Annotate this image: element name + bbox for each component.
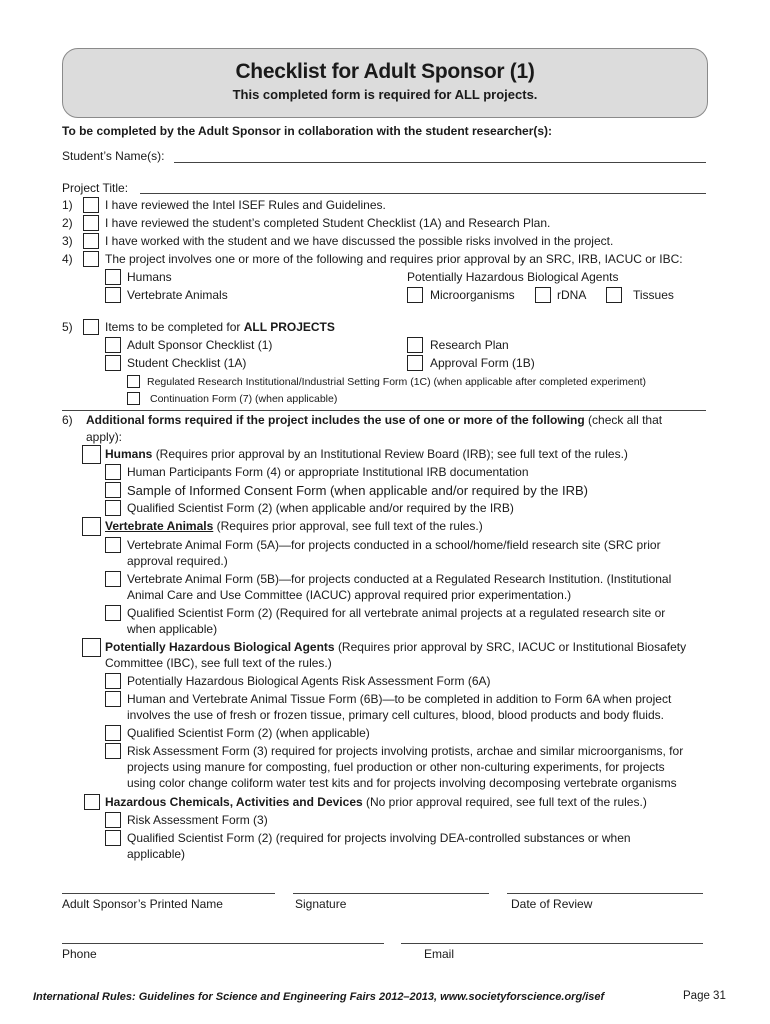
chem-forms-checkbox[interactable] <box>84 794 100 810</box>
adult-sponsor-checklist-label: Adult Sponsor Checklist (1) <box>127 338 273 352</box>
student-checklist-label: Student Checklist (1A) <box>127 356 247 370</box>
chem-qs-line2: applicable) <box>127 847 186 861</box>
item-3-number: 3) <box>62 234 73 248</box>
microorganisms-label: Microorganisms <box>430 288 515 302</box>
printed-name-field[interactable] <box>62 893 275 894</box>
item-5-checkbox[interactable] <box>83 319 99 335</box>
item-3-text: I have worked with the student and we have discussed the possible risks involved in the project. <box>105 234 614 248</box>
tissues-label: Tissues <box>633 288 674 302</box>
phone-label: Phone <box>62 947 97 961</box>
research-plan-checkbox[interactable] <box>407 337 423 353</box>
rrr-form-label: Regulated Research Institutional/Industrial Setting Form (1C) (when applicable after completed experiment) <box>147 376 646 388</box>
approval-form-checkbox[interactable] <box>407 355 423 371</box>
item-4-checkbox[interactable] <box>83 251 99 267</box>
vertebrate-qs-line2: when applicable) <box>127 622 218 636</box>
item-4-text: The project involves one or more of the following and requires prior approval by an SRC, IRB, IACUC or IBC: <box>105 252 683 266</box>
students-name-label: Student’s Name(s): <box>62 149 165 163</box>
item-1-number: 1) <box>62 198 73 212</box>
adult-sponsor-checklist-checkbox[interactable] <box>105 337 121 353</box>
item-5-bold: ALL PROJECTS <box>243 320 335 334</box>
email-label: Email <box>424 947 455 961</box>
item-5-number: 5) <box>62 320 73 334</box>
phba-risk-line3: using color change coliform water test kits and for projects involving decomposing vertebrate organisms <box>127 776 677 790</box>
vertebrate-checkbox[interactable] <box>105 287 121 303</box>
phba-forms-label: Potentially Hazardous Biological Agents <box>105 640 335 654</box>
chem-forms-heading <box>105 795 647 810</box>
phone-field[interactable] <box>62 943 384 944</box>
human-participants-checkbox[interactable] <box>105 464 121 480</box>
humans-qualified-scientist-checkbox[interactable] <box>105 500 121 516</box>
chem-risk-label: Risk Assessment Form (3) <box>127 813 268 827</box>
item-5-text <box>105 320 335 335</box>
students-name-field[interactable] <box>174 162 706 163</box>
vertebrate-5b-line2: Animal Care and Use Committee (IACUC) approval required prior experimentation.) <box>127 588 572 602</box>
vertebrate-qs-line1: Qualified Scientist Form (2) (Required for all vertebrate animal projects at a regulated research site or <box>127 606 666 620</box>
item-6-heading <box>86 413 662 428</box>
vertebrate-forms-label: Vertebrate Animals <box>105 519 214 533</box>
rdna-checkbox[interactable] <box>535 287 551 303</box>
item-6-heading-bold: Additional forms required if the project includes the use of one or more of the following <box>86 413 585 427</box>
phba-forms-desc: (Requires prior approval by SRC, IACUC or Institutional Biosafety <box>337 640 687 654</box>
date-field[interactable] <box>507 893 703 894</box>
chem-forms-label: Hazardous Chemicals, Activities and Devices <box>105 795 363 809</box>
item-1-checkbox[interactable] <box>83 197 99 213</box>
item-5-prefix: Items to be completed for <box>105 320 241 334</box>
email-field[interactable] <box>401 943 703 944</box>
item-2-checkbox[interactable] <box>83 215 99 231</box>
phba-qs-checkbox[interactable] <box>105 725 121 741</box>
phba-forms-desc2: Committee (IBC), see full text of the rules.) <box>105 656 332 670</box>
humans-forms-checkbox[interactable] <box>82 445 101 464</box>
form-title: Checklist for Adult Sponsor (1) <box>235 60 535 83</box>
vertebrate-5a-line1: Vertebrate Animal Form (5A)—for projects conducted in a school/home/field research site (SRC prior <box>127 538 661 552</box>
phba-qs-label: Qualified Scientist Form (2) (when applicable) <box>127 726 370 740</box>
project-title-field[interactable] <box>140 193 706 194</box>
vertebrate-forms-checkbox[interactable] <box>82 517 101 536</box>
signature-label: Signature <box>295 897 347 911</box>
research-plan-label: Research Plan <box>430 338 509 352</box>
project-title-label: Project Title: <box>62 181 129 195</box>
humans-forms-heading <box>105 447 628 462</box>
informed-consent-label: Sample of Informed Consent Form (when applicable and/or required by the IRB) <box>127 483 589 498</box>
rrr-form-checkbox[interactable] <box>127 375 140 388</box>
chem-qs-checkbox[interactable] <box>105 830 121 846</box>
printed-name-label: Adult Sponsor’s Printed Name <box>62 897 223 911</box>
date-label: Date of Review <box>511 897 593 911</box>
humans-forms-label: Humans <box>105 447 153 461</box>
vertebrate-forms-desc: (Requires prior approval, see full text of the rules.) <box>216 519 483 533</box>
footer-text: International Rules: Guidelines for Science and Engineering Fairs 2012–2013, www.societyforscience.org/isef <box>33 991 605 1003</box>
signature-field[interactable] <box>293 893 489 894</box>
phba-6a-checkbox[interactable] <box>105 673 121 689</box>
humans-checkbox[interactable] <box>105 269 121 285</box>
continuation-form-label: Continuation Form (7) (when applicable) <box>150 393 338 405</box>
item-4-number: 4) <box>62 252 73 266</box>
vertebrate-5b-checkbox[interactable] <box>105 571 121 587</box>
section-divider <box>62 410 706 411</box>
phba-6b-line1: Human and Vertebrate Animal Tissue Form (6B)—to be completed in addition to Form 6A when project <box>127 692 672 706</box>
microorganisms-checkbox[interactable] <box>407 287 423 303</box>
phba-6a-label: Potentially Hazardous Biological Agents Risk Assessment Form (6A) <box>127 674 491 688</box>
humans-forms-desc: (Requires prior approval by an Institutional Review Board (IRB); see full text of the rules.) <box>155 447 628 461</box>
vertebrate-label: Vertebrate Animals <box>127 288 228 302</box>
item-2-number: 2) <box>62 216 73 230</box>
informed-consent-checkbox[interactable] <box>105 482 121 498</box>
approval-form-label: Approval Form (1B) <box>430 356 535 370</box>
page-number: Page 31 <box>683 990 726 1002</box>
vertebrate-forms-heading <box>105 519 483 534</box>
phba-heading: Potentially Hazardous Biological Agents <box>407 270 619 284</box>
vertebrate-5a-checkbox[interactable] <box>105 537 121 553</box>
human-participants-label: Human Participants Form (4) or appropriate Institutional IRB documentation <box>127 465 529 479</box>
student-checklist-checkbox[interactable] <box>105 355 121 371</box>
phba-risk-line2: projects using manure for composting, fuel production or other non-culturing experiments, for projects <box>127 760 665 774</box>
phba-risk-line1: Risk Assessment Form (3) required for projects involving protists, archae and similar microorganisms, for <box>127 744 684 758</box>
item-6-heading-rest: (check all that <box>588 413 663 427</box>
chem-forms-desc: (No prior approval required, see full text of the rules.) <box>366 795 647 809</box>
phba-forms-checkbox[interactable] <box>82 638 101 657</box>
phba-6b-checkbox[interactable] <box>105 691 121 707</box>
intro-text: To be completed by the Adult Sponsor in collaboration with the student researcher(s): <box>62 124 553 138</box>
phba-risk-checkbox[interactable] <box>105 743 121 759</box>
vertebrate-qs-checkbox[interactable] <box>105 605 121 621</box>
phba-6b-line2: involves the use of fresh or frozen tissue, primary cell cultures, blood, blood products and body fluids. <box>127 708 664 722</box>
chem-qs-line1: Qualified Scientist Form (2) (required for projects involving DEA-controlled substances or when <box>127 831 631 845</box>
item-6-heading-cont: apply): <box>86 430 123 444</box>
item-1-text: I have reviewed the Intel ISEF Rules and Guidelines. <box>105 198 386 212</box>
item-3-checkbox[interactable] <box>83 233 99 249</box>
vertebrate-5b-line1: Vertebrate Animal Form (5B)—for projects conducted at a Regulated Research Institution. (Institutional <box>127 572 672 586</box>
tissues-checkbox[interactable] <box>606 287 622 303</box>
humans-qualified-scientist-label: Qualified Scientist Form (2) (when applicable and/or required by the IRB) <box>127 501 514 515</box>
phba-forms-heading <box>105 640 686 655</box>
vertebrate-5a-line2: approval required.) <box>127 554 228 568</box>
item-2-text: I have reviewed the student’s completed Student Checklist (1A) and Research Plan. <box>105 216 551 230</box>
item-6-number: 6) <box>62 413 73 427</box>
continuation-form-checkbox[interactable] <box>127 392 140 405</box>
rdna-label: rDNA <box>557 288 587 302</box>
form-subtitle: This completed form is required for ALL projects. <box>232 87 538 102</box>
chem-risk-checkbox[interactable] <box>105 812 121 828</box>
humans-label: Humans <box>127 270 172 284</box>
